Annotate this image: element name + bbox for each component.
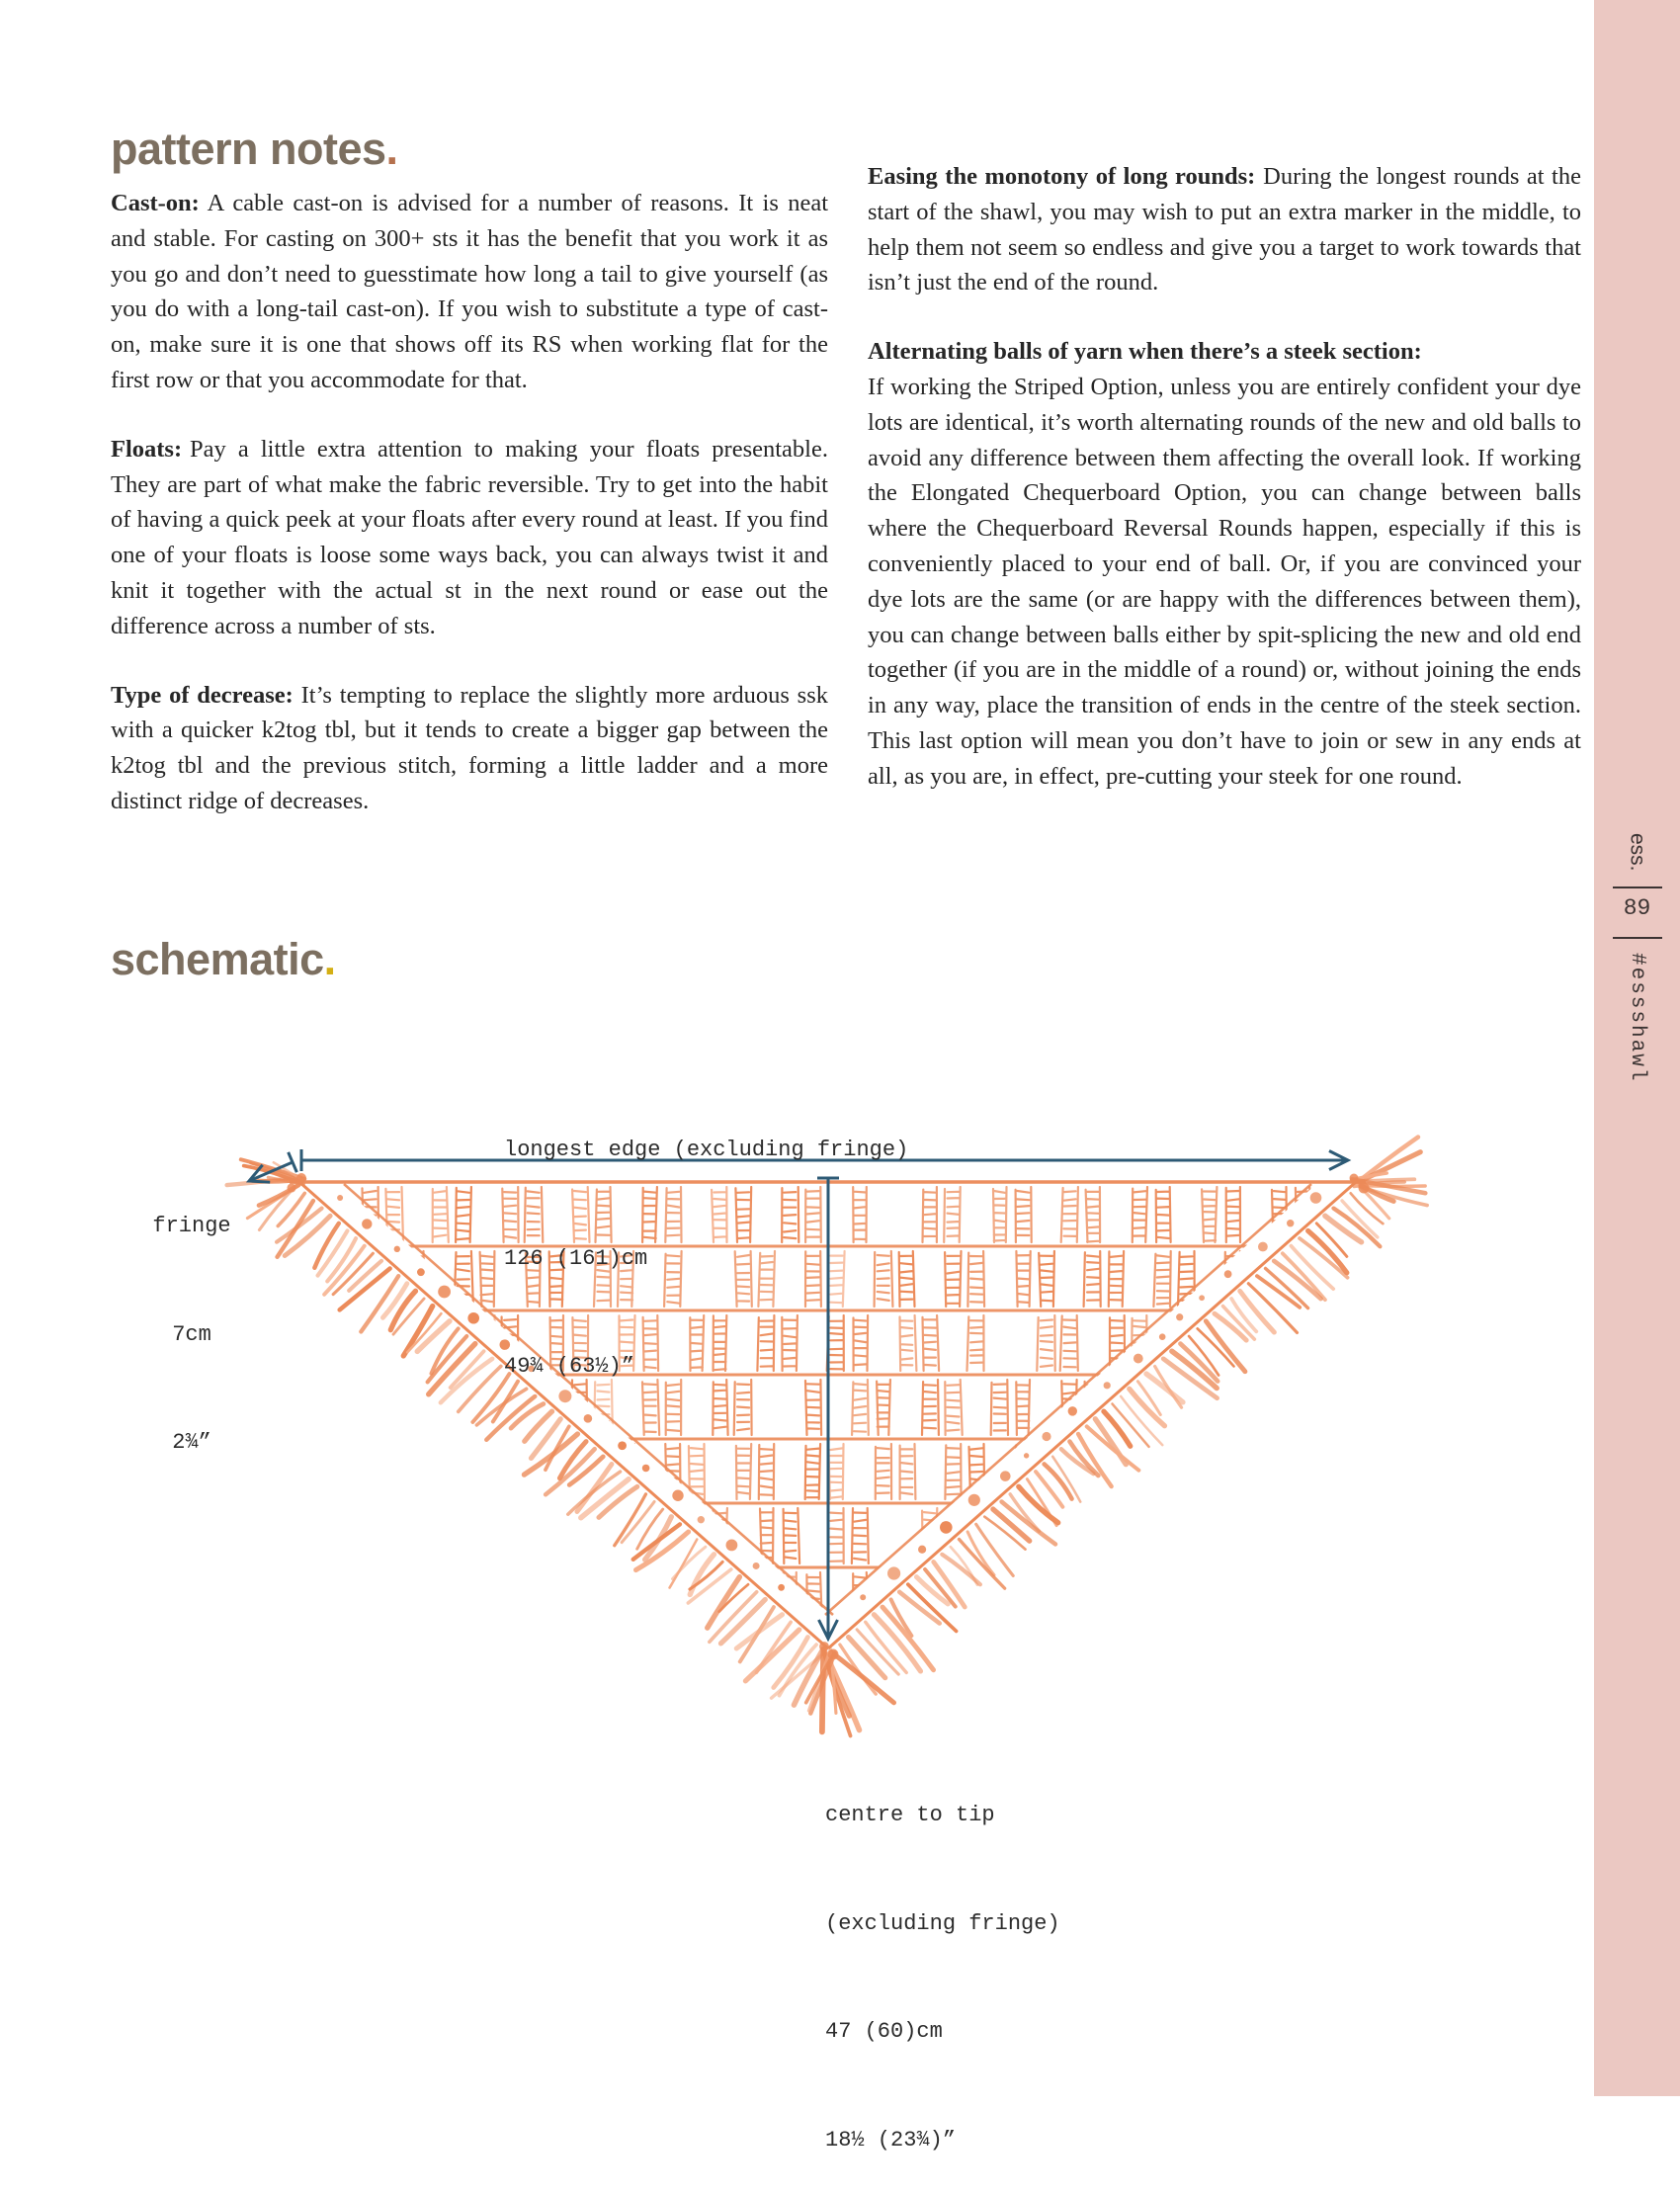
- paragraph-easing-monotony: [868, 159, 1581, 300]
- paragraph-lead: Floats:: [111, 435, 183, 463]
- centre-to-tip-label: [825, 1726, 1060, 2195]
- schematic-title: schematic: [111, 934, 324, 984]
- schematic-heading: [111, 934, 336, 985]
- label-line: 126 (161)cm: [504, 1245, 648, 1271]
- paragraph-lead: Easing the monotony of long rounds:: [868, 163, 1256, 190]
- divider-rule: [1613, 886, 1662, 888]
- label-line: (excluding fringe): [825, 1910, 1060, 1936]
- label-line: 49¾ (63½)”: [504, 1354, 635, 1379]
- label-line: 47 (60)cm: [825, 2019, 943, 2044]
- label-line: 2¾”: [172, 1430, 211, 1455]
- paragraph-lead: Cast-on:: [111, 190, 200, 216]
- notes-left-column: [111, 186, 828, 853]
- label-line: fringe: [152, 1214, 231, 1238]
- page-number: 89: [1623, 895, 1651, 921]
- paragraph-floats: [111, 432, 828, 644]
- paragraph-text: During the longest rounds at the start of the shawl, you may wish to put an extra marker in the middle, to help them not seem so endless and give you a target to work towards that isn’t just the end of the round.: [868, 163, 1581, 296]
- notes-right-column: [868, 159, 1581, 828]
- series-label: ess.: [1626, 833, 1649, 872]
- pattern-notes-title: pattern notes: [111, 124, 386, 174]
- heading-period: .: [323, 934, 336, 984]
- divider-rule: [1613, 937, 1662, 939]
- label-line: centre to tip: [825, 1803, 995, 1827]
- paragraph-cast-on: [111, 186, 828, 398]
- label-line: 7cm: [172, 1321, 211, 1347]
- label-line: 18½ (23¾)”: [825, 2127, 957, 2153]
- fringe-label: [146, 1137, 237, 1497]
- paragraph-alternating-balls: [868, 334, 1581, 794]
- paragraph-text: A cable cast-on is advised for a number of reasons. It is neat and stable. For casting on 300+ sts it has the benefit that you work it as you go and don’t need to guesstimate how long a tail to give yourself (as you do with a long-tail cast-on). If you wish to substitute a type of cast-on, make sure it is one that shows off its RS when working flat for the first row or that you accommodate for that.: [111, 190, 828, 393]
- paragraph-lead: Alternating balls of yarn when there’s a steek section:: [868, 338, 1422, 366]
- hashtag-label: #essshawl: [1626, 953, 1648, 1083]
- paragraph-text: If working the Striped Option, unless you are entirely confident your dye lots are identical, it’s worth alternating rounds of the new and old balls to avoid any difference between them affecting the overall look. If working the Elongated Chequerboard Option, you can change between balls where the Chequerboard Reversal Rounds happen, especially if this is conveniently placed to your end of ball. Or, if you are convinced your dye lots are the same (or are happy with the differences between them), you can change between balls either by spit-splicing the new and old end together (if you are in the middle of a round) or, without joining the ends in any way, place the transition of ends in the centre of the steek section. This last option will mean you don’t have to join or sew in any ends at all, as you are, in effect, pre-cutting your steek for one round.: [868, 373, 1581, 790]
- paragraph-type-of-decrease: [111, 678, 828, 819]
- longest-edge-label: [504, 1060, 908, 1421]
- paragraph-text: It’s tempting to replace the slightly more arduous ssk with a quicker k2tog tbl, but it tends to create a bigger gap between the k2tog tbl and the previous stitch, forming a little ladder and a more distinct ridge of decreases.: [111, 681, 828, 814]
- pattern-notes-heading: [111, 124, 398, 175]
- page-edge-band: [1594, 0, 1680, 2096]
- label-line: longest edge (excluding fringe): [504, 1138, 909, 1162]
- heading-period: .: [385, 124, 398, 174]
- paragraph-lead: Type of decrease:: [111, 681, 294, 709]
- paragraph-text: Pay a little extra attention to making your floats presentable. They are part of what make the fabric reversible. Try to get into the habit of having a quick peek at your floats after every round at least. If you find one of your floats is loose some ways back, you can always twist it and knit it together with the actual st in the next round or ease out the difference across a number of sts.: [111, 435, 828, 639]
